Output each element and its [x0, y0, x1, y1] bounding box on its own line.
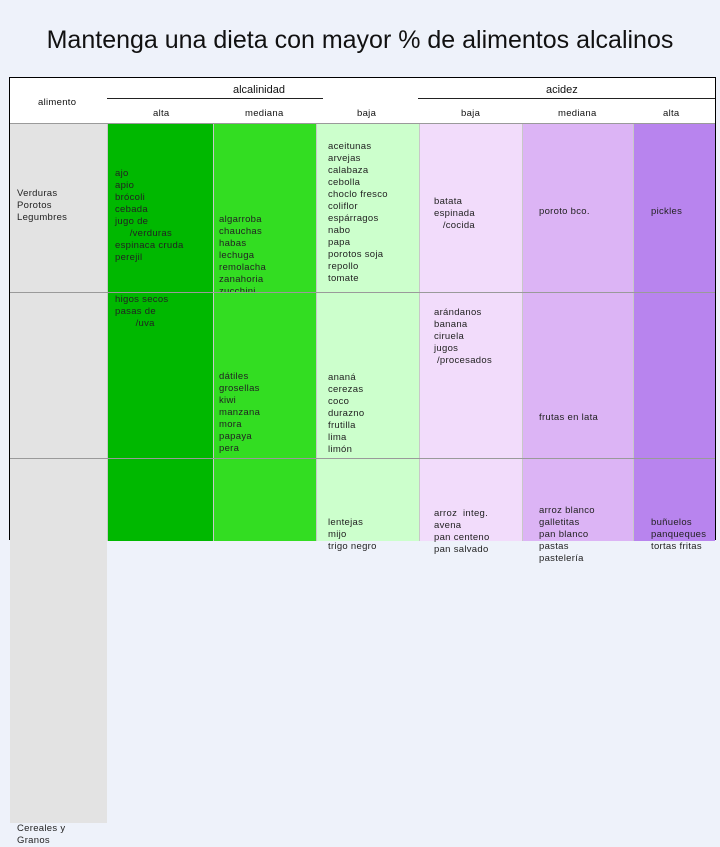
- food-item: pastas: [539, 541, 569, 552]
- food-item: /procesados: [434, 355, 492, 366]
- column-divider: [107, 123, 108, 541]
- row-label-line: Granos: [17, 835, 50, 846]
- header-alimento: alimento: [38, 97, 77, 108]
- food-item: arroz blanco: [539, 505, 595, 516]
- food-item: banana: [434, 319, 468, 330]
- food-item: papa: [328, 237, 351, 248]
- food-item: brócoli: [115, 192, 146, 203]
- food-item: choclo fresco: [328, 189, 388, 200]
- col-mediana-acidez: mediana: [558, 108, 597, 119]
- header-acidez: acidez: [546, 84, 578, 96]
- row-label-line: Legumbres: [17, 212, 68, 223]
- col-mediana-alcalinidad: mediana: [245, 108, 284, 119]
- food-item: coco: [328, 396, 350, 407]
- food-item: cebada: [115, 204, 148, 215]
- food-item: tortas fritas: [651, 541, 702, 552]
- food-item: espinaca cruda: [115, 240, 184, 251]
- food-item: pastelería: [539, 553, 584, 564]
- food-item: apio: [115, 180, 135, 191]
- row-label-line: Verduras: [17, 188, 58, 199]
- food-item: arvejas: [328, 153, 361, 164]
- food-cell-mediana-acid: [522, 458, 633, 564]
- food-table: [9, 77, 716, 846]
- row-label: [10, 458, 107, 846]
- food-item: chauchas: [219, 226, 263, 237]
- row-divider: [10, 458, 715, 459]
- food-item: lentejas: [328, 517, 364, 528]
- food-item: /verduras: [115, 228, 172, 239]
- food-cell-mediana-alc: [213, 292, 316, 458]
- food-cell-mediana-acid: [522, 123, 633, 292]
- food-item: ajo: [115, 168, 129, 179]
- food-cell-alta-acid: [633, 123, 715, 292]
- food-item: mora: [219, 419, 242, 430]
- food-item: jugos: [434, 343, 459, 354]
- food-item: trigo negro: [328, 541, 377, 552]
- page-title: Mantenga una dieta con mayor % de alimentos alcalinos: [46, 26, 674, 54]
- food-item: repollo: [328, 261, 359, 272]
- food-item: lima: [328, 432, 347, 443]
- food-cell-alta-alc: [107, 458, 213, 541]
- header-alcalinidad: alcalinidad: [233, 84, 285, 96]
- food-item: galletitas: [539, 517, 580, 528]
- food-item: pan blanco: [539, 529, 589, 540]
- food-item: habas: [219, 238, 247, 249]
- food-item: pan centeno: [434, 532, 490, 543]
- food-item: espárragos: [328, 213, 379, 224]
- food-cell-alta-acid: [633, 292, 715, 458]
- food-cell-baja-acid: [419, 292, 522, 458]
- row-label-line: Cereales y: [17, 823, 66, 834]
- food-item: limón: [328, 444, 353, 455]
- food-item: pera: [219, 443, 240, 454]
- food-item: manzana: [219, 407, 261, 418]
- food-item: frutas en lata: [539, 412, 599, 423]
- food-cell-baja-alc: [316, 458, 419, 552]
- food-cell-alta-alc: [107, 123, 213, 292]
- food-item: kiwi: [219, 395, 237, 406]
- food-item: espinada: [434, 208, 475, 219]
- food-item: arroz integ.: [434, 508, 489, 519]
- food-item: /cocida: [434, 220, 476, 231]
- food-item: perejil: [115, 252, 143, 263]
- food-item: frutilla: [328, 420, 356, 431]
- food-item: higos secos: [115, 294, 169, 305]
- col-baja-acidez: baja: [461, 108, 481, 119]
- food-item: ananá: [328, 372, 356, 383]
- header-rule: [107, 98, 323, 99]
- col-alta-acidez: alta: [663, 108, 680, 119]
- col-alta-alcalinidad: alta: [153, 108, 170, 119]
- food-item: avena: [434, 520, 462, 531]
- food-item: buñuelos: [651, 517, 692, 528]
- food-cell-baja-acid: [419, 123, 522, 292]
- food-item: poroto bco.: [539, 206, 590, 217]
- food-item: arándanos: [434, 307, 482, 318]
- food-item: algarroba: [219, 214, 262, 225]
- column-divider: [419, 123, 420, 541]
- food-cell-baja-alc: [316, 123, 419, 292]
- food-item: zanahoria: [219, 274, 264, 285]
- food-item: aceitunas: [328, 141, 372, 152]
- food-cell-mediana-alc: [213, 123, 316, 292]
- food-cell-mediana-alc: [213, 458, 316, 541]
- food-cell-alta-alc: [107, 292, 213, 458]
- food-item: pasas de: [115, 306, 156, 317]
- food-item: panqueques: [651, 529, 707, 540]
- column-divider: [633, 123, 634, 541]
- food-cell-baja-acid: [419, 458, 522, 555]
- food-item: calabaza: [328, 165, 369, 176]
- food-item: mijo: [328, 529, 347, 540]
- food-item: papaya: [219, 431, 252, 442]
- row-label: [10, 123, 107, 292]
- food-item: dátiles: [219, 371, 249, 382]
- food-item: durazno: [328, 408, 365, 419]
- food-item: lechuga: [219, 250, 255, 261]
- food-cell-baja-alc: [316, 292, 419, 458]
- food-item: cerezas: [328, 384, 364, 395]
- food-item: /uva: [115, 318, 155, 329]
- column-divider: [522, 123, 523, 541]
- food-item: jugo de: [115, 216, 149, 227]
- food-item: batata: [434, 196, 463, 207]
- food-item: pickles: [651, 206, 683, 217]
- row-label-line: Porotos: [17, 200, 52, 211]
- food-item: pan salvado: [434, 544, 489, 555]
- row-divider: [10, 292, 715, 293]
- food-cell-alta-acid: [633, 458, 715, 552]
- food-item: cebolla: [328, 177, 361, 188]
- food-item: coliflor: [328, 201, 358, 212]
- header-rule: [418, 98, 715, 99]
- column-divider: [316, 123, 317, 541]
- column-divider: [213, 123, 214, 541]
- row-divider: [10, 123, 715, 124]
- col-baja-alcalinidad: baja: [357, 108, 377, 119]
- food-cell-mediana-acid: [522, 292, 633, 458]
- food-item: remolacha: [219, 262, 267, 273]
- food-item: grosellas: [219, 383, 260, 394]
- food-item: nabo: [328, 225, 351, 236]
- food-item: porotos soja: [328, 249, 384, 260]
- food-item: ciruela: [434, 331, 465, 342]
- food-item: tomate: [328, 273, 359, 284]
